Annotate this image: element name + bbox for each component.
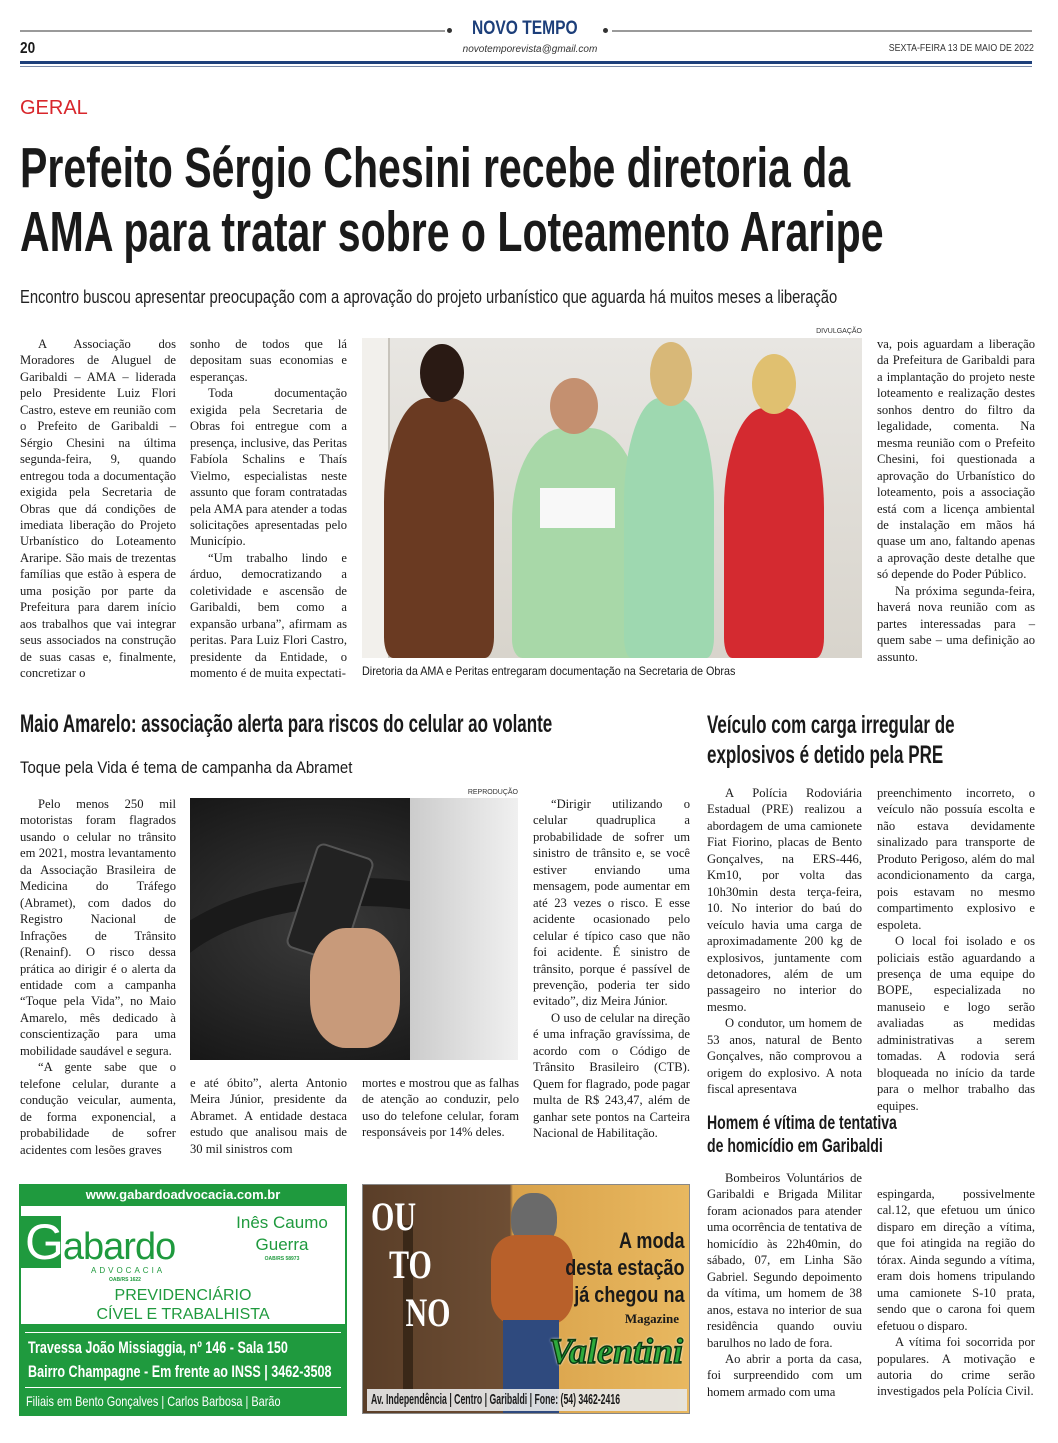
- model-sweater: [491, 1235, 573, 1325]
- oab-number: OAB/RS 1622: [109, 1277, 141, 1283]
- ad-valentini[interactable]: [362, 1184, 690, 1414]
- header-email: novotemporevista@gmail.com: [462, 44, 598, 55]
- lead-column-1: [20, 336, 176, 682]
- paragraph: O local foi isolado e os policiais estão aguardando a presença de uma equipe do BOPE, especializada no manuseio e logo serão avaliadas as medidas administrativas a serem tomadas. A rodovia será bloqueada no início da tarde para o melhor trabalho das equipes.: [877, 934, 1035, 1113]
- paragraph: “A gente sabe que o telefone celular, durante a condução veicular, aumenta, de forma exponencial, a probabilidade de sofrer acidentes com lesões graves: [20, 1060, 176, 1157]
- lead-headline: [20, 136, 884, 264]
- logo-text: Gabardo: [25, 1214, 176, 1270]
- name-line: Inês Caumo: [236, 1213, 328, 1232]
- ad-slogan: [566, 1227, 685, 1308]
- maio-column-3: [362, 1075, 519, 1141]
- veiculo-column-1: [707, 785, 862, 1098]
- homem-headline: [707, 1112, 897, 1158]
- lead-subheadline: Encontro buscou apresentar preocupação com a aprovação do projeto urbanístico que aguarda há muitos meses a liberação: [20, 287, 838, 307]
- ad-branches: Filiais em Bento Gonçalves | Carlos Barbosa | Barão: [26, 1393, 281, 1409]
- ad-practice-areas: [21, 1286, 345, 1324]
- paragraph: “Dirigir utilizando o celular quadruplica a probabilidade de sofrer um sinistro de trânsito e, se você estiver enviando uma mensagem, pode aumentar em até 23 vezes o risco. E esse acidente ocasionado pelo celular é típico caso que não foi acidente. É sinistro de trânsito, porque é passível de prevenção, poderia ter sido evitado”, diz Meira Júnior.: [533, 797, 690, 1009]
- header-rule-left: [20, 30, 445, 32]
- paragraph: A vítima foi socorrida por populares. A motivação e autoria do crime serão investigados pela Polícia Civil.: [877, 1335, 1035, 1399]
- season-line: TO: [389, 1242, 432, 1287]
- ad-gabardo[interactable]: [19, 1184, 347, 1416]
- header-date: SEXTA-FEIRA 13 DE MAIO DE 2022: [888, 43, 1034, 54]
- paragraph: “Um trabalho lindo e árduo, democratizando a coletividade e ascensão de Garibaldi, bem como a expansão urbana”, afirmam as peritas. Para Luiz Flori Castro, presidente da Entidade, o momento é de muita expectati-: [190, 550, 347, 681]
- brand-title: NOVO TEMPO: [472, 18, 578, 39]
- maio-column-2: [190, 1075, 347, 1157]
- lead-column-3: [877, 336, 1035, 665]
- oab-number: OAB/RS 58973: [264, 1256, 300, 1262]
- maio-photo: [190, 798, 518, 1060]
- slogan-line: já chegou na: [574, 1282, 685, 1307]
- practice-area: PREVIDENCIÁRIO: [114, 1287, 252, 1304]
- paragraph: Toda documentação exigida pela Secretaria de Obras foi entregue com a presença, inclusive, das Peritas Fabíola Schalins e Thaís Vielmo, especialistas neste assunto que foram contratadas pela AMA para atender a todas solicitações apresentadas pelo Município.: [190, 386, 347, 549]
- veiculo-column-2: [877, 785, 1035, 1114]
- lead-column-2: [190, 336, 347, 682]
- photo-credit: REPRODUÇÃO: [467, 789, 518, 796]
- veiculo-headline: [707, 710, 955, 770]
- address-line: Travessa João Missiaggia, nº 146 - Sala 150: [28, 1338, 288, 1357]
- divider: [25, 1332, 341, 1333]
- ad-logo-panel: [21, 1206, 345, 1324]
- homem-column-1: [707, 1170, 862, 1400]
- header-dot: [447, 28, 452, 33]
- season-line: OU: [371, 1194, 416, 1239]
- slogan-line: desta estação: [565, 1255, 685, 1280]
- paragraph: sonho de todos que lá depositam suas economias e esperanças.: [190, 337, 347, 384]
- maio-column-1: [20, 796, 176, 1158]
- ad-address: [28, 1336, 331, 1384]
- name-line: Guerra: [255, 1235, 309, 1254]
- slogan-line: A moda: [619, 1228, 685, 1253]
- practice-area: CÍVEL E TRABALHISTA: [96, 1306, 270, 1323]
- divider: [25, 1387, 341, 1388]
- paragraph: mortes e mostrou que as falhas de atenção ao conduzir, pelo uso do telefone celular, foram responsáveis por 14% deles.: [362, 1076, 519, 1140]
- photo-credit: DIVULGAÇÃO: [816, 328, 862, 335]
- maio-headline: Maio Amarelo: associação alerta para riscos do celular ao volante: [20, 710, 553, 738]
- homem-column-2: [877, 1186, 1035, 1400]
- ad-season-text: [371, 1193, 451, 1337]
- maio-subheadline: Toque pela Vida é tema de campanha da Abramet: [20, 758, 353, 777]
- header-rule-right: [612, 30, 1032, 32]
- ad-brand-logo: Valentini: [548, 1331, 683, 1371]
- ad-logo: [25, 1214, 176, 1270]
- lead-headline-line1: Prefeito Sérgio Chesini recebe diretoria da: [20, 136, 851, 200]
- ad-url[interactable]: www.gabardoadvocacia.com.br: [85, 1187, 281, 1202]
- ad-logo-sub: ADVOCACIA: [91, 1266, 166, 1275]
- paragraph: preenchimento incorreto, o veículo não possuía escolta e não estava devidamente sinalizado para transporte de Produto Perigoso, além do mal acondicionamento da carga, pois estavam no mesmo compartimento explosivo e espoleta.: [877, 786, 1035, 932]
- page-number: 20: [20, 40, 36, 57]
- paragraph: Ao abrir a porta da casa, foi surpreendido com um homem armado com uma: [707, 1351, 862, 1399]
- paragraph: Bombeiros Voluntários de Garibaldi e Brigada Militar foram acionados para atender uma ocorrência de tentativa de homicídio às 22h40min, do sábado, 07, em Linha São Gabriel. Segundo depoimento da vítima, um homem de 38 anos, estava no interior de sua residência quando ouviu barulhos no lado de fora.: [707, 1171, 862, 1350]
- photo-caption: Diretoria da AMA e Peritas entregaram documentação na Secretaria de Obras: [362, 664, 736, 678]
- header-rule-blue: [20, 61, 1032, 64]
- paragraph: O condutor, um homem de 53 anos, natural de Bento Gonçalves, não comprovou a origem do explosivo. A nota fiscal apresentava: [707, 1016, 862, 1097]
- header-rule-thin: [20, 66, 1032, 67]
- paragraph: e até óbito”, alerta Antonio Meira Júnior, presidente da Abramet. A entidade destaca estudo que analisou mais de 30 mil sinistros com: [190, 1076, 347, 1156]
- season-line: NO: [405, 1290, 451, 1335]
- address-line: Bairro Champagne - Em frente ao INSS | 3462-3508: [28, 1362, 332, 1381]
- lead-photo: [362, 338, 862, 658]
- ad-lawyer-name: [221, 1212, 343, 1262]
- paragraph: A Associação dos Moradores de Aluguel de Garibaldi – AMA – liderada pelo Presidente Luiz Flori Castro, esteve em reunião com o Prefeito de Garibaldi – Sérgio Chesini na última segunda-feira, 9, quando entregou toda a documentação exigida pela Secretaria de Obras que dá condições de imediata liberação do Projeto Urbanístico do Loteamento Araripe. São mais de trezentas famílias que estão à espera de uma posição por parte da Prefeitura para darem início aos trabalhos que vai integrar seus associados na construção de suas casas e, finalmente, concretizar o: [20, 337, 176, 681]
- ad-footer: Av. Independência | Centro | Garibaldi | Fone: (54) 3462-2416: [371, 1391, 621, 1408]
- ad-magazine-label: Magazine: [624, 1311, 679, 1326]
- paragraph: A Polícia Rodoviária Estadual (PRE) realizou a abordagem de uma camionete Fiat Fiorino, placas de Bento Gonçalves, na ERS-446, Km10, por volta das 10h30min desta terça-feira, 10. No interior do baú do veículo havia uma carga de aproximadamente 200 kg de explosivos, juntamente com detonadores, além de um passageiro no interior do mesmo.: [707, 786, 862, 1014]
- section-label: GERAL: [20, 97, 88, 119]
- lead-headline-line2: AMA para tratar sobre o Loteamento Araripe: [20, 200, 884, 264]
- paragraph: O uso de celular na direção é uma infração gravíssima, de acordo com o Código de Trânsito Brasileiro (CTB). Quem for flagrado, pode pagar multa de R$ 243,47, além de ganhar sete pontos na Carteira Nacional de Habilitação.: [533, 1010, 690, 1141]
- header-dot: [603, 28, 608, 33]
- paragraph: Pelo menos 250 mil motoristas foram flagrados usando o celular no trânsito em 2021, mostra levantamento da Associação Brasileira de Medicina do Tráfego (Abramet), com dados do Registro Nacional de Infrações de Trânsito (Renainf). O risco dessa prática ao dirigir é o alerta da entidade com a campanha “Toque pela Vida”, no Maio Amarelo, mês dedicado à conscientização para uma mobilidade saudável e segura.: [20, 797, 176, 1058]
- paragraph: espingarda, possivelmente cal.12, que efetuou um único disparo em direção a vítima, que foi atingida na região do tórax. Ainda segundo a vítima, eram dois homens tripulando uma camionete S-10 prata, sendo que o carona foi quem efetuou o disparo.: [877, 1187, 1035, 1333]
- maio-column-4: [533, 796, 690, 1142]
- headline-line: de homicídio em Garibaldi: [707, 1136, 883, 1157]
- headline-line: Homem é vítima de tentativa: [707, 1113, 897, 1134]
- paragraph: va, pois aguardam a liberação da Prefeitura de Garibaldi para a implantação do projeto neste loteamento e realização destes sonhos dentro do filtro da legalidade, comenta. Na mesma reunião com o Prefeito Chesini, foi questionada a aprovação do Urbanístico do loteamento, pois a associação está com a licença ambiental de instalação em mãos há quase um ano, faltando apenas a aprovação deste detalhe que só depende do Poder Público.: [877, 337, 1035, 582]
- paragraph: Na próxima segunda-feira, haverá nova reunião com as partes interessadas para – quem sabe – uma definição ao assunto.: [877, 583, 1035, 664]
- headline-line: explosivos é detido pela PRE: [707, 741, 944, 769]
- headline-line: Veículo com carga irregular de: [707, 711, 955, 739]
